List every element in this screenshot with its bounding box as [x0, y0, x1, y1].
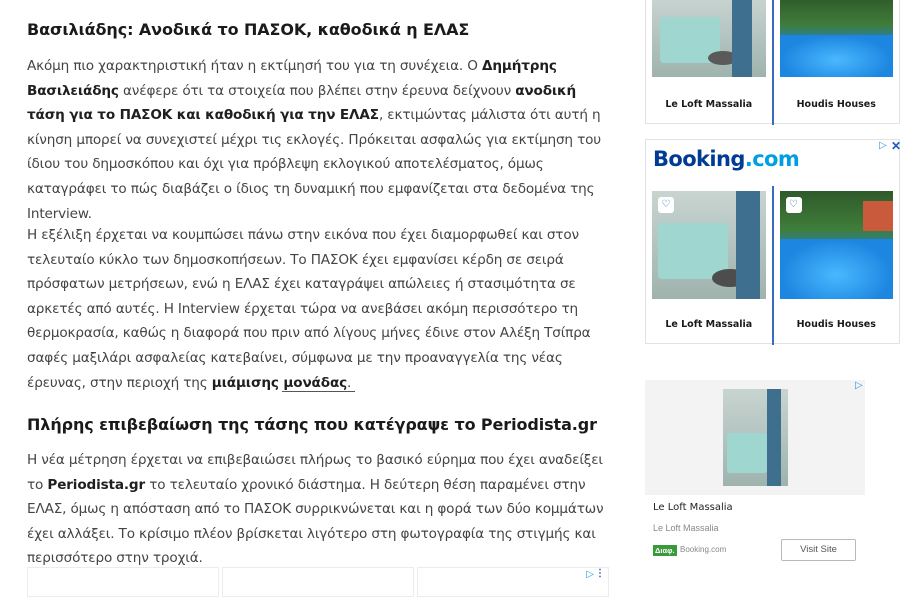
hotel-image[interactable] [652, 191, 766, 299]
article-paragraph: Ακόμη πιο χαρακτηριστική ήταν η εκτίμησή του για τη συνέχεια. Ο Δημήτρης Βασιλειάδης ανέφερε ότι τα στοιχεία που βλέπει στην έρευνα δείχνουν ανοδική τάση για το ΠΑΣΟΚ και καθοδική για την ΕΛΑΣ, εκτιμώντας μάλιστα ότι αυτή η κίνηση μπορεί να συνεχιστεί μέχρι τις εκλογές. Πρόκειται ασφαλώς για εκτίμηση του ίδιου του δημοσκόπου και όχι για πρόβλεψη εκλογικού αποτελέσματος, όμως καταγράφει το πώς διαβάζει ο ίδιος τη δυναμική που εμφανίζεται στα δεδομένα της Interview. [27, 58, 601, 222]
hotel-name[interactable]: Houdis Houses [796, 99, 876, 110]
hotel-card[interactable] [646, 186, 774, 345]
hotel-name[interactable]: Le Loft Massalia [665, 99, 753, 110]
ad-card[interactable] [27, 567, 219, 597]
adchoices-icon[interactable]: ▷ [855, 380, 863, 391]
close-icon[interactable]: ✕ [891, 139, 901, 153]
hotel-card[interactable] [646, 0, 774, 125]
booking-logo[interactable]: Booking.com [653, 147, 800, 171]
inline-ad-strip[interactable] [27, 567, 609, 597]
hotel-name[interactable]: Houdis Houses [796, 319, 876, 330]
article-paragraph: Η εξέλιξη έρχεται να κουμπώσει πάνω στην εικόνα που έχει διαμορφωθεί και στον τελευταίο κύκλο των δημοσκοπήσεων. Το ΠΑΣΟΚ έχει εμφανίσει κέρδη σε σειρά πρόσφατων μετρήσεων, ενώ η ΕΛΑΣ έχει καταγράψει απώλειες ή στασιμότητα σε αρκετές από αυτές. Η Interview έρχεται τώρα να ανεβάσει ακόμη περισσότερο τη θερμοκρασία, καθώς η διαφορά που πριν από λίγους μήνες έδινε στον Αλέξη Τσίπρα σαφές μαξιλάρι ασφαλείας κατεβαίνει, σύμφωνα με την προαναγγελία της νέας έρευνας, στην περιοχή της μιάμισης μονάδας. [27, 227, 591, 391]
hotel-card[interactable] [774, 186, 900, 345]
ad-title[interactable]: Le Loft Massalia [653, 502, 733, 513]
ad-source: Booking.com [680, 545, 727, 554]
ad-card[interactable] [417, 567, 609, 597]
visit-site-button[interactable]: Visit Site [781, 539, 856, 561]
more-options-icon[interactable]: ⋮ [595, 568, 605, 579]
ad-subtitle: Le Loft Massalia [653, 523, 719, 533]
divider [282, 391, 355, 392]
hotel-image[interactable] [652, 0, 766, 77]
booking-ad[interactable] [645, 139, 900, 344]
hotel-name[interactable]: Le Loft Massalia [665, 319, 753, 330]
hotel-image[interactable] [780, 0, 894, 77]
ad-image[interactable] [723, 389, 788, 486]
hotel-ad-top[interactable] [645, 0, 900, 124]
heart-icon[interactable]: ♡ [658, 197, 674, 213]
bold-text: ανοδική τάση για το ΠΑΣΟΚ και καθοδική για την ΕΛΑΣ [27, 82, 577, 124]
adchoices-icon[interactable]: ▷ [586, 569, 594, 580]
hotel-card[interactable] [774, 0, 900, 125]
section-heading: Βασιλιάδης: Ανοδικά το ΠΑΣΟΚ, καθοδικά η ΕΛΑΣ [27, 20, 470, 39]
hotel-image[interactable] [780, 191, 894, 299]
bold-text: μιάμισης μονάδας [211, 374, 348, 391]
ad-badge: Διαφ. [655, 546, 675, 555]
bold-text: Periodista.gr [47, 476, 146, 493]
heart-icon[interactable]: ♡ [786, 197, 802, 213]
bold-text: Δημήτρης Βασιλειάδης [27, 58, 557, 99]
adchoices-icon[interactable]: ▷ [879, 140, 887, 151]
ad-card[interactable] [222, 567, 414, 597]
section-heading: Πλήρης επιβεβαίωση της τάσης που κατέγραψε το Periodista.gr [27, 415, 597, 434]
article-paragraph: Η νέα μέτρηση έρχεται να επιβεβαιώσει πλήρως το βασικό εύρημα που έχει αναδείξει το Periodista.gr το τελευταίο χρονικό διάστημα. Η δεύτερη θέση παραμένει στην ΕΛΑΣ, όμως η απόσταση από το ΠΑΣΟΚ συρρικνώνεται και η φορά των δύο κομμάτων έχει αλλάξει. Το κρίσιμο πλέον βρίσκεται λιγότερο στη φωτογραφία της στιγμής και περισσότερο στην τροχιά. [27, 452, 604, 567]
